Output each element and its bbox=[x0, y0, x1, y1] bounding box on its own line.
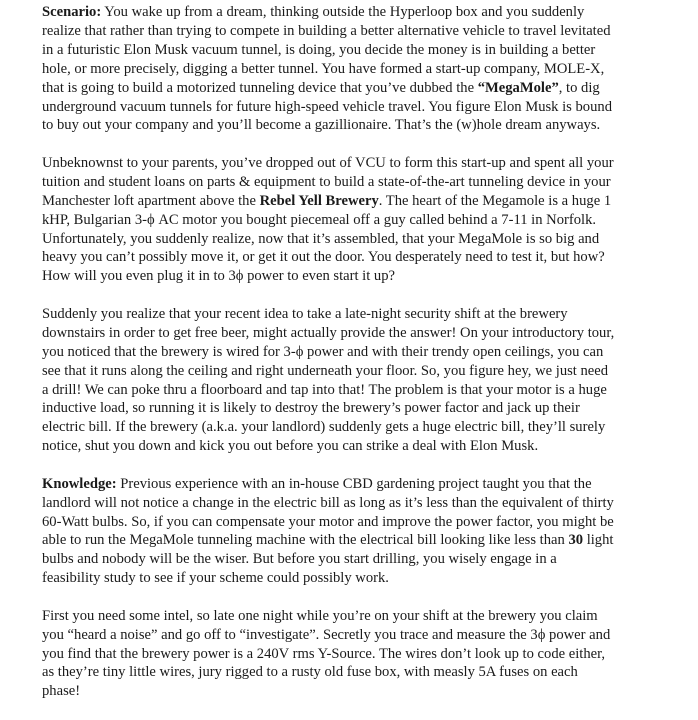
text-line: in a futuristic Elon Musk vacuum tunnel, is doing, you decide the money is in building a better bbox=[42, 41, 596, 58]
text-line: hole, or more precisely, digging a better tunnel. You have formed a start-up company, MOLE-X, bbox=[42, 60, 605, 77]
text-line: How will you even plug it in to 3ϕ power to even start it up? bbox=[42, 268, 396, 285]
text-line: 60-Watt bulbs. So, if you can compensate your motor and improve the power factor, you might be bbox=[42, 513, 614, 530]
text-line: inductive load, so running it is likely to destroy the brewery’s power factor and jack up their bbox=[42, 400, 580, 417]
text-line: able to run the MegaMole tunneling machine with the electrical bill looking like less than 30 light bbox=[42, 532, 614, 549]
text-line: downstairs in order to get free beer, might actually provide the answer! On your introductory tour, bbox=[42, 324, 615, 341]
scenario-paragraph bbox=[42, 3, 662, 135]
text-line: you find that the brewery power is a 240V rms Y-Source. The wires don’t look up to code either, bbox=[42, 645, 606, 662]
scenario-label: Scenario: bbox=[42, 4, 102, 20]
text-line: heavy you can’t possibly move it, or get it out the door. You desperately need to test it, but how? bbox=[42, 249, 605, 266]
document-page bbox=[42, 3, 662, 720]
text-line: bulbs and nobody will be the wiser. But before you start drilling, you wisely engage in a bbox=[42, 551, 557, 568]
text-line: Unbeknownst to your parents, you’ve dropped out of VCU to form this start-up and spent all your bbox=[42, 154, 614, 171]
text-line: that is going to build a motorized tunneling device that you’ve dubbed the “MegaMole”, to dig bbox=[42, 79, 600, 96]
text-line: kHP, Bulgarian 3-ϕ AC motor you bought piecemeal off a guy called behind a 7-11 in Norfolk. bbox=[42, 211, 597, 228]
idea-paragraph bbox=[42, 305, 662, 456]
text-line: you noticed that the brewery is wired for 3-ϕ power and with their trendy open ceilings, you can bbox=[42, 343, 604, 360]
text-line: realize that rather than trying to compete in building a better alternative vehicle to travel levitated bbox=[42, 22, 611, 39]
text-line: Scenario: You wake up from a dream, thinking outside the Hyperloop box and you suddenly bbox=[42, 4, 585, 20]
text-line: you “heard a noise” and go off to “investigate”. Secretly you trace and measure the 3ϕ power and bbox=[42, 626, 611, 643]
text-line: to buy out your company and you’ll become a gazillionaire. That’s the (w)hole dream anyways. bbox=[42, 117, 601, 134]
intel-paragraph bbox=[42, 607, 662, 702]
text-line: feasibility study to see if your scheme could possibly work. bbox=[42, 570, 389, 587]
megamole-term: “MegaMole” bbox=[477, 79, 559, 96]
bulb-count: 30 bbox=[568, 532, 584, 549]
background-paragraph bbox=[42, 154, 662, 286]
text-line: as they’re tiny little wires, jury rigged to a rusty old fuse box, with measly 5A fuses on each bbox=[42, 664, 578, 681]
text-line: notice, shut you down and kick you out before you can strike a deal with Elon Musk. bbox=[42, 438, 539, 455]
text-line: Manchester loft apartment above the Rebel Yell Brewery. The heart of the Megamole is a huge 1 bbox=[42, 192, 612, 209]
text-line: a drill! We can poke thru a floorboard and tap into that! The problem is that your motor is a huge bbox=[42, 381, 607, 398]
text-line: landlord will not notice a change in the electric bill as long as it’s less than the equivalent of thirty bbox=[42, 494, 614, 511]
knowledge-label: Knowledge: bbox=[42, 475, 117, 492]
text-line: Suddenly you realize that your recent idea to take a late-night security shift at the brewery bbox=[42, 305, 568, 322]
text-line: Knowledge: Previous experience with an in-house CBD gardening project taught you that the bbox=[42, 475, 592, 492]
text-line: First you need some intel, so late one night while you’re on your shift at the brewery you claim bbox=[42, 607, 598, 624]
text-line: underground vacuum tunnels for future high-speed vehicle travel. You figure Elon Musk is bound bbox=[42, 98, 612, 115]
text-line: tuition and student loans on parts & equipment to build a state-of-the-art tunneling device in your bbox=[42, 173, 611, 190]
brewery-name: Rebel Yell Brewery bbox=[259, 192, 379, 209]
text-line: phase! bbox=[42, 683, 81, 700]
knowledge-paragraph bbox=[42, 475, 662, 588]
text-line: Unfortunately, you suddenly realize, now that it’s assembled, that your MegaMole is so big and bbox=[42, 230, 600, 247]
text-line: see that it runs along the ceiling and right underneath your floor. So, you figure hey, we just need bbox=[42, 362, 609, 379]
text-line: electric bill. If the brewery (a.k.a. your landlord) suddenly gets a huge electric bill, they’ll surely bbox=[42, 419, 606, 436]
